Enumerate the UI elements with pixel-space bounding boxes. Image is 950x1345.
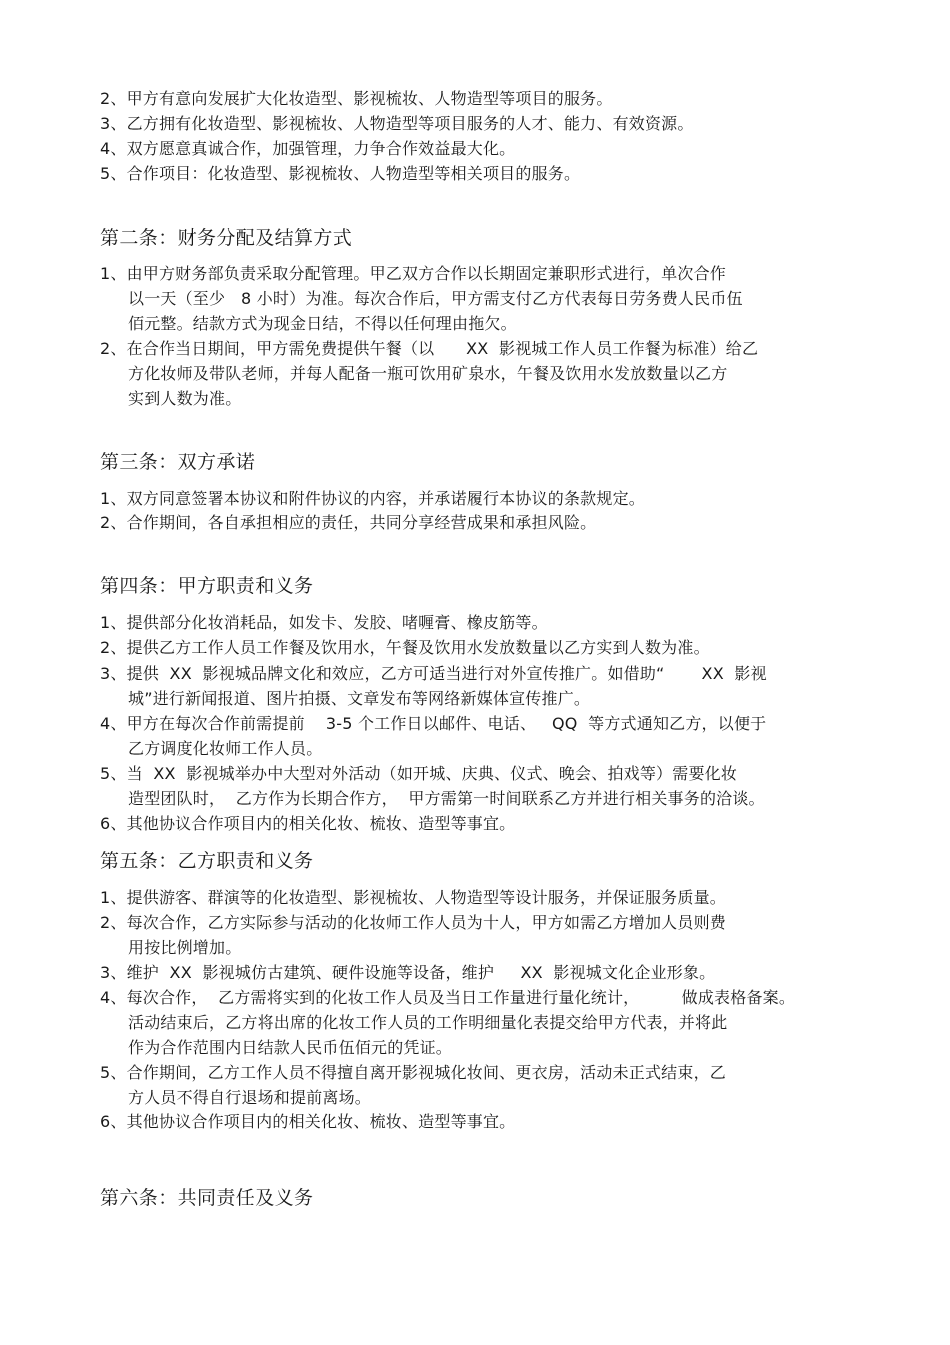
article-2-heading: 第二条：财务分配及结算方式 bbox=[100, 227, 353, 249]
article-4-line: 4、甲方在每次合作前需提前 3-5 个工作日以邮件、电话、 QQ 等方式通知乙方，以便于 bbox=[100, 714, 767, 733]
article-4-heading: 第四条：甲方职责和义务 bbox=[100, 575, 314, 597]
article-2-line: 以一天（至少 8 小时）为准。每次合作后，甲方需支付乙方代表每日劳务费人民币伍 bbox=[128, 289, 743, 308]
intro-item-5: 5、合作项目：化妆造型、影视梳妆、人物造型等相关项目的服务。 bbox=[100, 164, 581, 183]
article-4-line: 6、其他协议合作项目内的相关化妆、梳妆、造型等事宜。 bbox=[100, 814, 516, 833]
intro-item-4: 4、双方愿意真诚合作，加强管理，力争合作效益最大化。 bbox=[100, 139, 516, 158]
article-4-line: 乙方调度化妆师工作人员。 bbox=[128, 739, 323, 758]
article-2-line: 方化妆师及带队老师，并每人配备一瓶可饮用矿泉水，午餐及饮用水发放数量以乙方 bbox=[128, 364, 728, 383]
article-5-line: 1、提供游客、群演等的化妆造型、影视梳妆、人物造型等设计服务，并保证服务质量。 bbox=[100, 888, 726, 907]
article-3-line: 2、合作期间，各自承担相应的责任，共同分享经营成果和承担风险。 bbox=[100, 513, 597, 532]
article-2-line: 实到人数为准。 bbox=[128, 389, 242, 408]
article-3-heading: 第三条：双方承诺 bbox=[100, 451, 256, 473]
article-5-line: 5、合作期间，乙方工作人员不得擅自离开影视城化妆间、更衣房，活动未正式结束，乙 bbox=[100, 1063, 726, 1082]
article-4-line: 3、提供 XX 影视城品牌文化和效应，乙方可适当进行对外宣传推广。如借助“ XX 影视 bbox=[100, 664, 767, 683]
article-5-line: 用按比例增加。 bbox=[128, 938, 242, 957]
article-4-line: 2、提供乙方工作人员工作餐及饮用水，午餐及饮用水发放数量以乙方实到人数为准。 bbox=[100, 638, 710, 657]
article-2-line: 佰元整。结款方式为现金日结，不得以任何理由拖欠。 bbox=[128, 314, 517, 333]
article-5-line: 作为合作范围内日结款人民币伍佰元的凭证。 bbox=[128, 1038, 453, 1057]
article-5-line: 活动结束后，乙方将出席的化妆工作人员的工作明细量化表提交给甲方代表，并将此 bbox=[128, 1013, 728, 1032]
article-3-line: 1、双方同意签署本协议和附件协议的内容，并承诺履行本协议的条款规定。 bbox=[100, 489, 645, 508]
article-4-line: 5、当 XX 影视城举办中大型对外活动（如开城、庆典、仪式、晚会、拍戏等）需要化妆 bbox=[100, 764, 738, 783]
article-5-line: 3、维护 XX 影视城仿古建筑、硬件设施等设备，维护 XX 影视城文化企业形象。 bbox=[100, 963, 716, 982]
intro-item-2: 2、甲方有意向发展扩大化妆造型、影视梳妆、人物造型等项目的服务。 bbox=[100, 89, 613, 108]
article-2-line: 1、由甲方财务部负责采取分配管理。甲乙双方合作以长期固定兼职形式进行，单次合作 bbox=[100, 264, 726, 283]
article-4-line: 城”进行新闻报道、图片拍摄、文章发布等网络新媒体宣传推广。 bbox=[128, 689, 591, 708]
intro-item-3: 3、乙方拥有化妆造型、影视梳妆、人物造型等项目服务的人才、能力、有效资源。 bbox=[100, 114, 694, 133]
article-4-line: 造型团队时， 乙方作为长期合作方， 甲方需第一时间联系乙方并进行相关事务的洽谈。 bbox=[128, 789, 765, 808]
article-5-line: 6、其他协议合作项目内的相关化妆、梳妆、造型等事宜。 bbox=[100, 1112, 516, 1131]
article-6-heading: 第六条：共同责任及义务 bbox=[100, 1187, 314, 1209]
article-5-line: 2、每次合作，乙方实际参与活动的化妆师工作人员为十人，甲方如需乙方增加人员则费 bbox=[100, 913, 726, 932]
article-5-line: 4、每次合作， 乙方需将实到的化妆工作人员及当日工作量进行量化统计， 做成表格备案。 bbox=[100, 988, 796, 1007]
article-5-line: 方人员不得自行退场和提前离场。 bbox=[128, 1088, 372, 1107]
article-5-heading: 第五条：乙方职责和义务 bbox=[100, 850, 314, 872]
article-4-line: 1、提供部分化妆消耗品，如发卡、发胶、啫喱膏、橡皮筋等。 bbox=[100, 613, 548, 632]
article-2-line: 2、在合作当日期间，甲方需免费提供午餐（以 XX 影视城工作人员工作餐为标准）给乙 bbox=[100, 339, 759, 358]
